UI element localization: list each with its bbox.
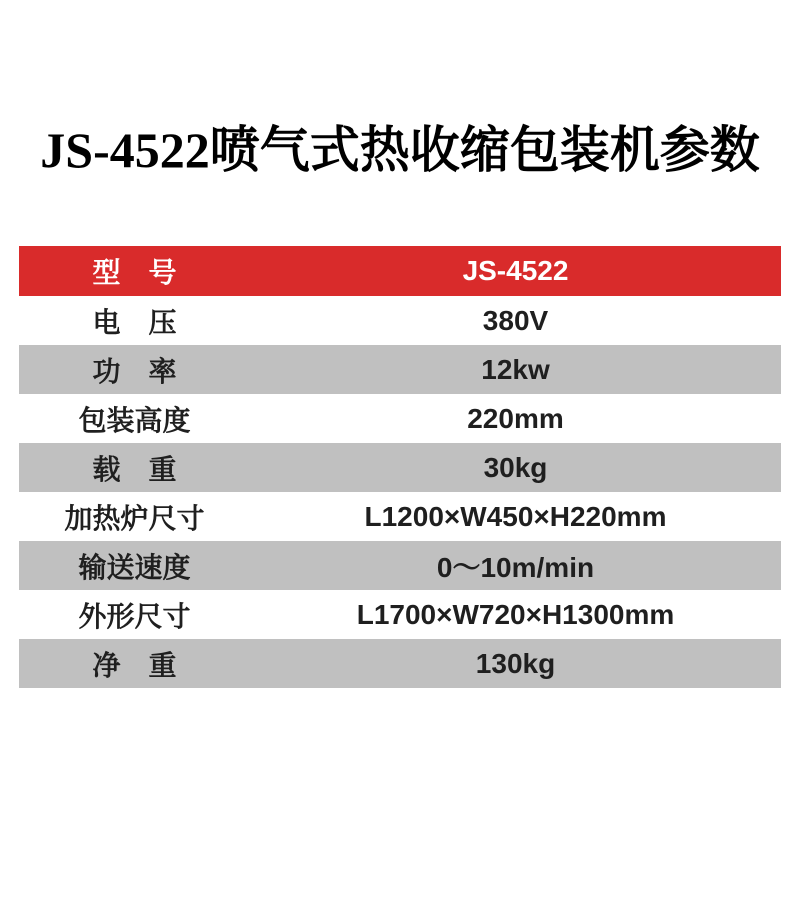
spec-label: 加热炉尺寸 (64, 502, 205, 534)
spec-label: 外形尺寸 (78, 600, 191, 632)
table-row-packing-height (19, 394, 781, 443)
spec-label: 净 重 (92, 649, 177, 681)
table-header-row (19, 246, 781, 296)
table-row-voltage (19, 296, 781, 345)
spec-value: 380V (482, 304, 549, 336)
spec-value: 12kw (481, 353, 550, 385)
spec-table (19, 246, 781, 688)
spec-value: 220mm (467, 402, 564, 434)
table-row-oven-size (19, 492, 781, 541)
spec-value: 30kg (483, 451, 548, 483)
page-title: JS-4522喷气式热收缩包装机参数 (40, 122, 760, 178)
spec-value: L1200×W450×H220mm (364, 500, 667, 532)
table-row-power (19, 345, 781, 394)
header-value-model: JS-4522 (462, 255, 569, 286)
spec-label: 功 率 (92, 355, 177, 387)
spec-label: 输送速度 (78, 551, 191, 583)
spec-label: 包装高度 (78, 404, 191, 436)
table-row-net-weight (19, 639, 781, 688)
table-row-load-weight (19, 443, 781, 492)
spec-value: L1700×W720×H1300mm (356, 598, 675, 630)
table-row-conveyor-speed (19, 541, 781, 590)
table-row-outer-size (19, 590, 781, 639)
spec-label: 电 压 (92, 306, 177, 338)
spec-value: 130kg (475, 647, 556, 679)
header-label-model: 型 号 (92, 257, 177, 288)
spec-value: 0～10m/min (436, 551, 595, 583)
spec-label: 载 重 (92, 453, 177, 485)
